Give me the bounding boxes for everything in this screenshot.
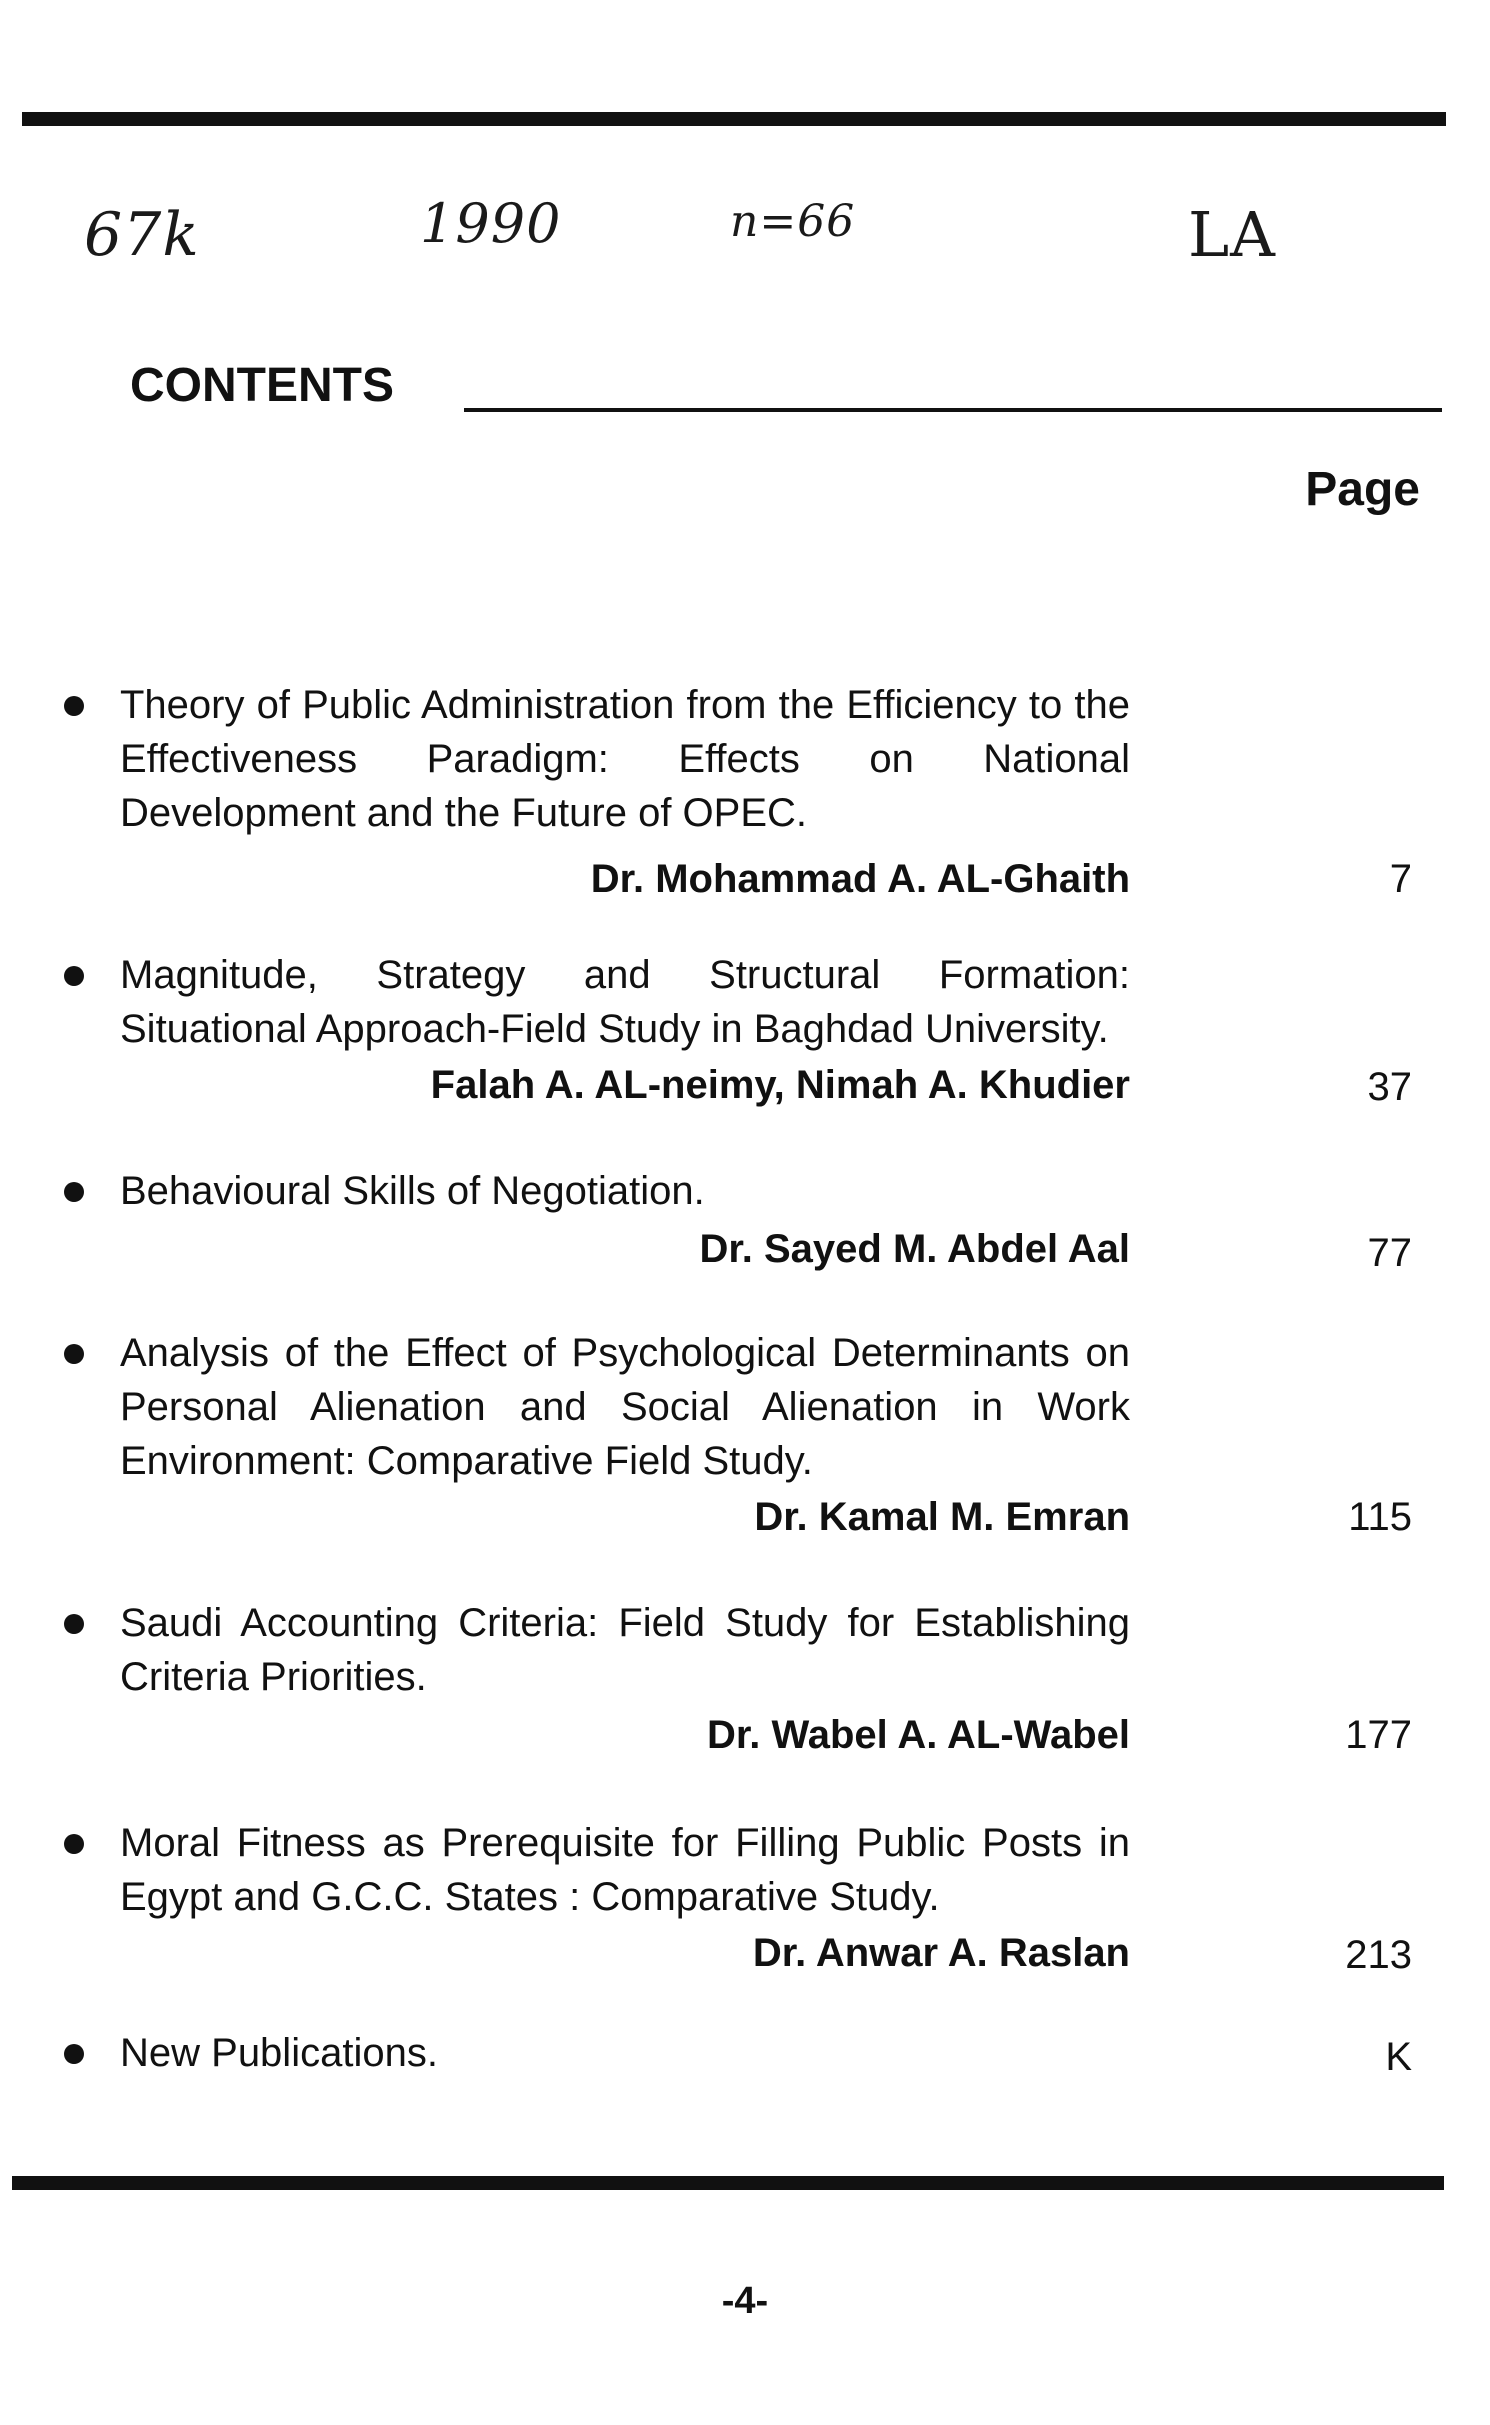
bottom-rule bbox=[12, 2176, 1444, 2190]
toc-entry-author: Dr. Anwar A. Raslan bbox=[752, 1931, 1130, 1975]
toc-entry-page: 177 bbox=[1345, 1713, 1412, 1757]
toc-entry-page: 37 bbox=[1367, 1065, 1412, 1109]
bullet-icon bbox=[64, 2044, 84, 2064]
top-rule bbox=[22, 112, 1446, 126]
toc-entry-title: Behavioural Skills of Negotiation. bbox=[120, 1169, 705, 1213]
toc-entry-title: Magnitude, Strategy and Structural Formation: Situational Approach-Field Study in Baghdad University. bbox=[120, 953, 1130, 1051]
toc-entry-title: Saudi Accounting Criteria: Field Study for Establishing Criteria Priorities. bbox=[120, 1601, 1130, 1699]
bullet-icon bbox=[64, 1834, 84, 1854]
toc-entry-title: Moral Fitness as Prerequisite for Filling Public Posts in Egypt and G.C.C. States : Comparative Study. bbox=[120, 1821, 1130, 1919]
toc-entry-title: Analysis of the Effect of Psychological Determinants on Personal Alienation and Social Alienation in Work Environment: Comparative Field Study. bbox=[120, 1331, 1130, 1483]
toc-entry-author: Dr. Sayed M. Abdel Aal bbox=[699, 1227, 1130, 1271]
page-column-label: Page bbox=[1305, 463, 1420, 516]
toc-entry-author: Dr. Mohammad A. AL-Ghaith bbox=[590, 857, 1130, 901]
bullet-icon bbox=[64, 1344, 84, 1364]
toc-entry-page: 77 bbox=[1367, 1231, 1412, 1275]
toc-entry-page: 213 bbox=[1345, 1933, 1412, 1977]
handwritten-note-issue: n=66 bbox=[730, 196, 856, 247]
toc-entry-author: Dr. Wabel A. AL-Wabel bbox=[707, 1713, 1130, 1757]
toc-entry-page: 7 bbox=[1389, 857, 1412, 901]
bullet-icon bbox=[64, 966, 84, 986]
toc-entry-author: Falah A. AL-neimy, Nimah A. Khudier bbox=[430, 1063, 1130, 1107]
handwritten-note-year: 1990 bbox=[420, 192, 562, 255]
toc-entry-page: K bbox=[1385, 2035, 1412, 2079]
contents-heading: CONTENTS bbox=[130, 359, 394, 412]
page-number: -4- bbox=[721, 2280, 769, 2322]
contents-heading-rule bbox=[464, 408, 1442, 412]
toc-entry-title: New Publications. bbox=[120, 2031, 438, 2075]
toc-entry-author: Dr. Kamal M. Emran bbox=[754, 1495, 1130, 1539]
bullet-icon bbox=[64, 696, 84, 716]
handwritten-note-code: LA bbox=[1188, 198, 1276, 271]
handwritten-note-call-number: 67k bbox=[84, 200, 200, 270]
toc-entry-page: 115 bbox=[1348, 1495, 1412, 1539]
bullet-icon bbox=[64, 1182, 84, 1202]
bullet-icon bbox=[64, 1614, 84, 1634]
toc-entry-title: Theory of Public Administration from the Efficiency to the Effectiveness Paradigm: Effects on National Development and the Future of OPEC. bbox=[120, 683, 1130, 835]
